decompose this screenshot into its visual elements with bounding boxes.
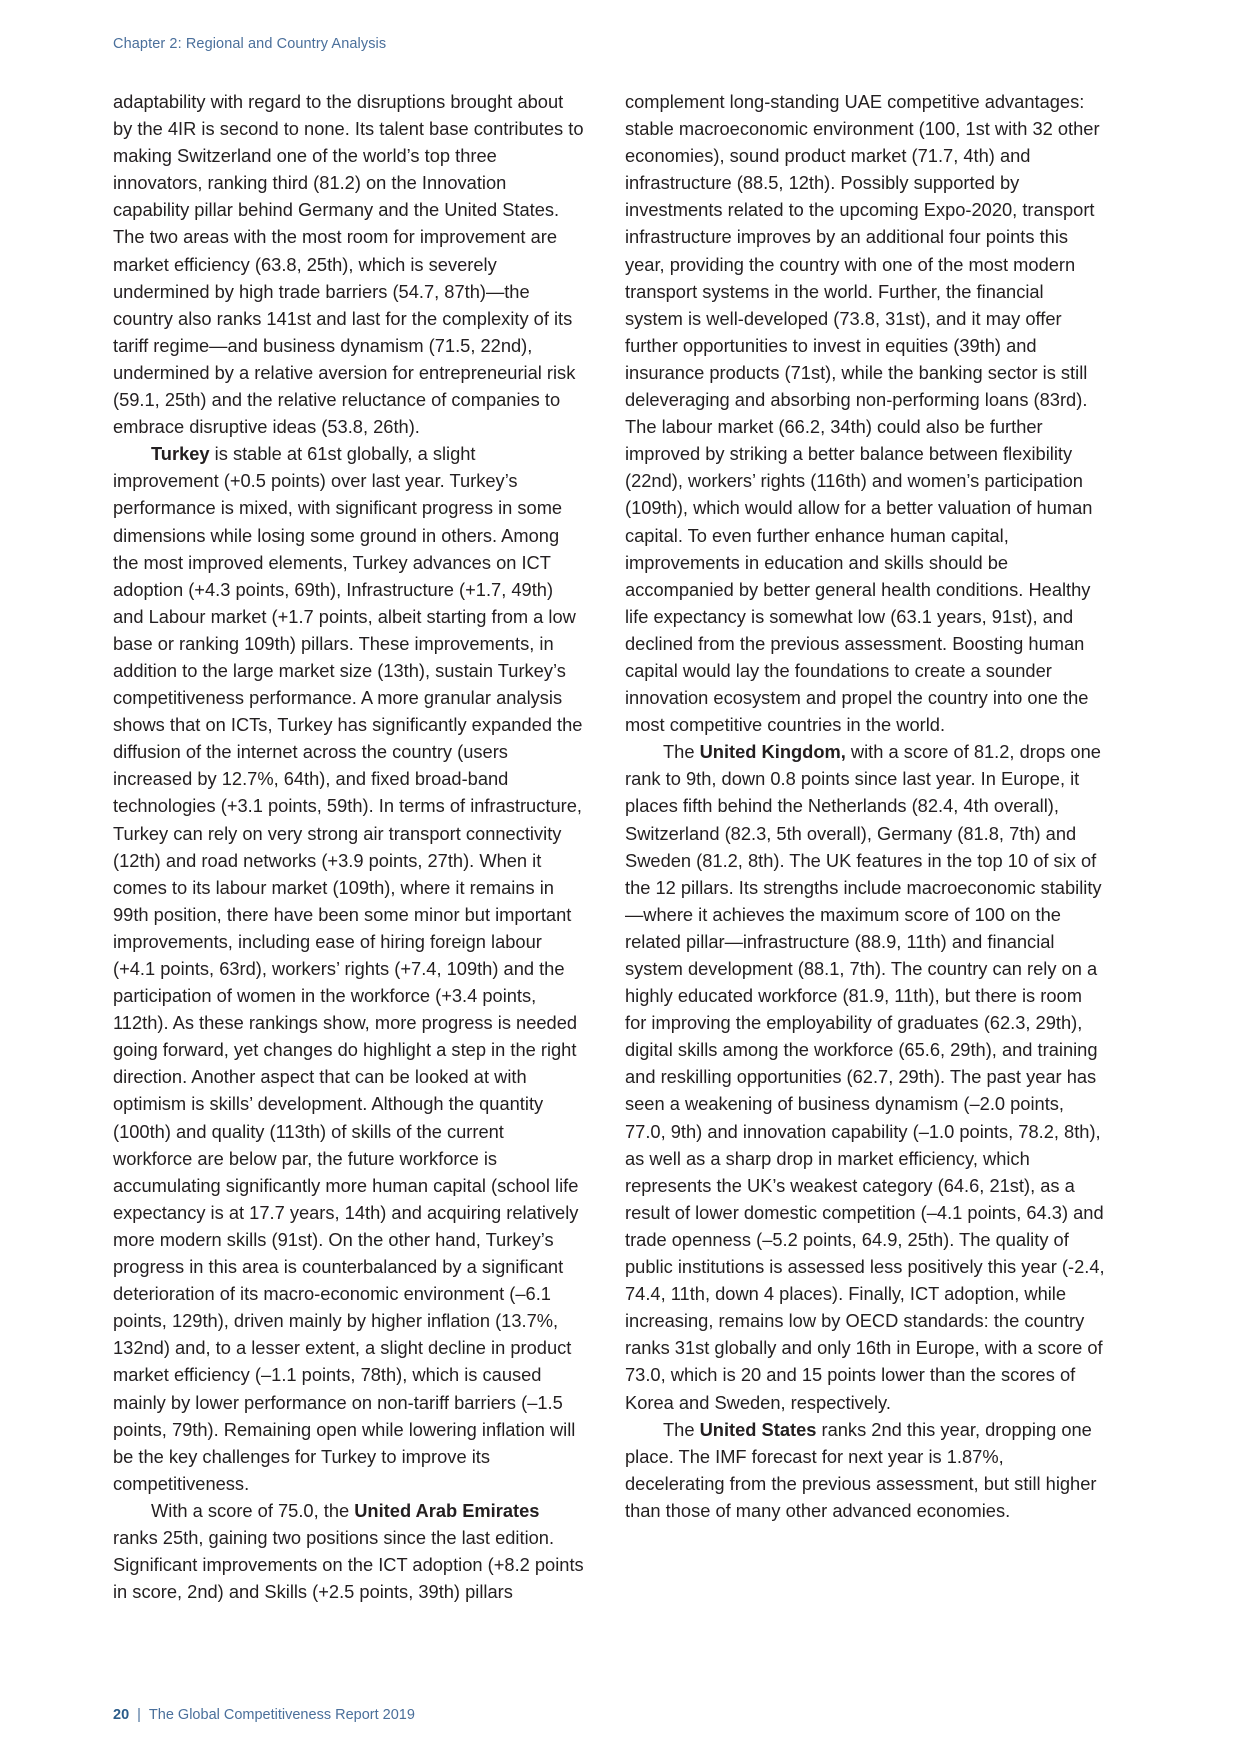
right-column [625,88,1105,1524]
paragraph-text: The [663,741,700,763]
paragraph-switzerland-continued: adaptability with regard to the disruptions brought about by the 4IR is second to none. Its talent base contributes to making Switzerland one of the world’s top three innovators, ranking third (81.2) on the Innovation capability pillar behind Germany and the United States. The two areas with the most room for improvement are market efficiency (63.8, 25th), which is severely undermined by high trade barriers (54.7, 87th)—the country also ranks 141st and last for the complexity of its tariff regime—and business dynamism (71.5, 22nd), undermined by a relative aversion for entrepreneurial risk (59.1, 25th) and the relative reluctance of companies to embrace disruptive ideas (53.8, 26th). [113,91,584,438]
page-footer [113,1707,415,1723]
country-name-us: United States [699,1418,817,1440]
running-header: Chapter 2: Regional and Country Analysis [113,36,387,52]
page-number: 20 [113,1707,130,1723]
paragraph-turkey [113,440,585,1497]
paragraph-uae [113,1497,585,1605]
country-name-uk: United Kingdom, [699,741,846,763]
country-name-uae: United Arab Emirates [354,1499,540,1521]
paragraph-text: ranks 2nd this year, dropping one place. The IMF forecast for next year is 1.87%, decelerating from the previous assessment, but still higher than those of many other advanced economies. [625,1418,1097,1521]
paragraph-text: is stable at 61st globally, a slight improvement (+0.5 points) over last year. Turkey’s performance is mixed, with significant progress in some dimensions while losing some ground in others. Among the most improved elements, Turkey advances on ICT adoption (+4.3 points, 69th), Infrastructure (+1.7, 49th) and Labour market (+1.7 points, albeit starting from a low base or ranking 109th) pillars. These improvements, in addition to the large market size (13th), sustain Turkey’s competitiveness performance. A more granular analysis shows that on ICTs, Turkey has significantly expanded the diffusion of the internet across the country (users increased by 12.7%, 64th), and fixed broad-band technologies (+3.1 points, 59th). In terms of infrastructure, Turkey can rely on very strong air transport connectivity (12th) and road networks (+3.9 points, 27th). When it comes to its labour market (109th), where it remains in 99th position, there have been some minor but important improvements, including ease of hiring foreign labour (+4.1 points, 63rd), workers’ rights (+7.4, 109th) and the participation of women in the workforce (+3.4 points, 112th). As these rankings show, more progress is needed going forward, yet changes do highlight a step in the right direction. Another aspect that can be looked at with optimism is skills’ development. Although the quantity (100th) and quality (113th) of skills of the current workforce are below par, the future workforce is accumulating significantly more human capital (school life expectancy is at 17.7 years, 14th) and acquiring relatively more modern skills (91st). On the other hand, Turkey’s progress in this area is counterbalanced by a significant deterioration of its macro-economic environment (–6.1 points, 129th), driven mainly by higher inflation (13.7%, 132nd) and, to a lesser extent, a slight decline in product market efficiency (–1.1 points, 78th), which is caused mainly by lower performance on non-tariff barriers (–1.5 points, 79th). Remaining open while lowering inflation will be the key challenges for Turkey to improve its competitiveness. [113,443,583,1494]
footer-separator: | [137,1707,141,1723]
report-title: The Global Competitiveness Report 2019 [148,1707,415,1723]
country-name-turkey: Turkey [151,443,210,465]
paragraph-text: ranks 25th, gaining two positions since the last edition. Significant improvements on the ICT adoption (+8.2 points in score, 2nd) and Skills (+2.5 points, 39th) pillars [113,1526,584,1603]
paragraph-uae-continued: complement long-standing UAE competitive advantages: stable macroeconomic environment (100, 1st with 32 other economies), sound product market (71.7, 4th) and infrastructure (88.5, 12th). Possibly supported by investments related to the upcoming Expo-2020, transport infrastructure improves by an additional four points this year, providing the country with one of the most modern transport systems in the world. Further, the financial system is well-developed (73.8, 31st), and it may offer further opportunities to invest in equities (39th) and insurance products (71st), while the banking sector is still deleveraging and absorbing non-performing loans (83rd). The labour market (66.2, 34th) could also be further improved by striking a better balance between flexibility (22nd), workers’ rights (116th) and women’s participation (109th), which would allow for a better valuation of human capital. To even further enhance human capital, improvements in education and skills should be accompanied by better general health conditions. Healthy life expectancy is somewhat low (63.1 years, 91st), and declined from the previous assessment. Boosting human capital would lay the foundations to create a sounder innovation ecosystem and propel the country into one the most competitive countries in the world. [625,91,1100,736]
paragraph-united-states [625,1416,1105,1524]
paragraph-text: With a score of 75.0, the [151,1499,355,1521]
paragraph-text: with a score of 81.2, drops one rank to 9th, down 0.8 points since last year. In Europe, it places fifth behind the Netherlands (82.4, 4th overall), Switzerland (82.3, 5th overall), Germany (81.8, 7th) and Sweden (81.2, 8th). The UK features in the top 10 of six of the 12 pillars. Its strengths include macroeconomic stability—where it achieves the maximum score of 100 on the related pillar—infrastructure (88.9, 11th) and financial system development (88.1, 7th). The country can rely on a highly educated workforce (81.9, 11th), but there is room for improving the employability of graduates (62.3, 29th), digital skills among the workforce (65.6, 29th), and training and reskilling opportunities (62.7, 29th). The past year has seen a weakening of business dynamism (–2.0 points, 77.0, 9th) and innovation capability (–1.0 points, 78.2, 8th), as well as a sharp drop in market efficiency, which represents the UK’s weakest category (64.6, 21st), as a result of lower domestic competition (–4.1 points, 64.3) and trade openness (–5.2 points, 64.9, 25th). The quality of public institutions is assessed less positively this year (-2.4, 74.4, 11th, down 4 places). Finally, ICT adoption, while increasing, remains low by OECD standards: the country ranks 31st globally and only 16th in Europe, with a score of 73.0, which is 20 and 15 points lower than the scores of Korea and Sweden, respectively. [625,741,1105,1413]
paragraph-united-kingdom [625,738,1105,1415]
left-column [113,88,585,1605]
paragraph-text: The [663,1418,700,1440]
